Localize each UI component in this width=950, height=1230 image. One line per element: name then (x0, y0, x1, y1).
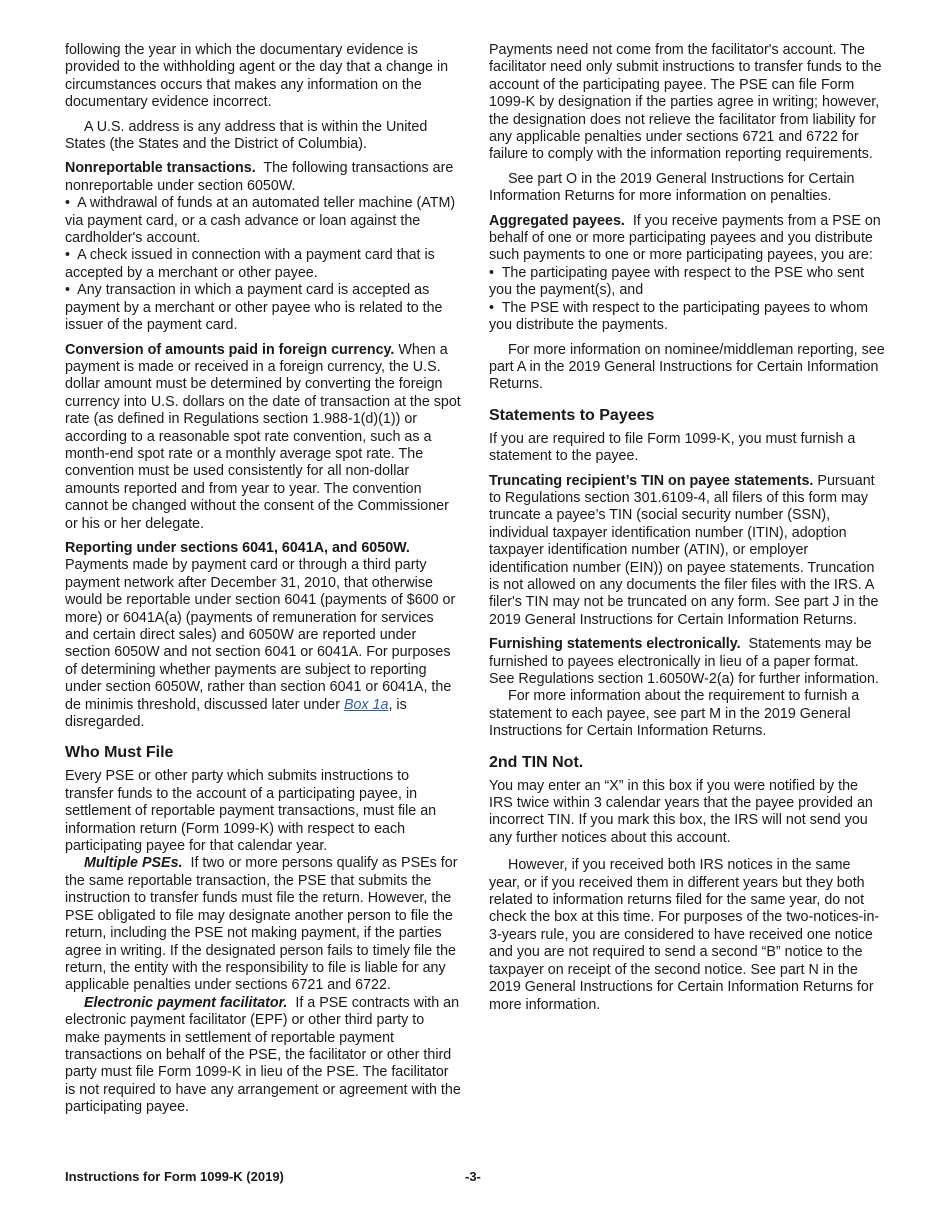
bullet-item: • The participating payee with respect to the PSE who sent you the payment(s), and (489, 264, 865, 299)
heading-statements-to-payees: Statements to Payees (489, 406, 655, 424)
conversion-text: When a payment is made or received in a foreign currency, the U.S. dollar amount must be determined by converting the foreign currency into U.S. dollars on the date of transaction at the spot rate (as defined in Regulations section 1.988-1(d)(1)) or according to a reasonable spot rate convention, such as a month-end spot rate or a monthly average spot rate. The convention must be used consistently for all non-dollar amounts reported and from year to year. The convention cannot be changed without the consent of the Commissioner or his or her delegate. (65, 341, 461, 532)
epf-text: If a PSE contracts with an electronic payment facilitator (EPF) or other third party to make payments in settlement of reportable payment transactions on behalf of the PSE, the facilitator or other third party must file Form 1099-K in lieu of the PSE. The facilitator is not required to have any arrangement or agreement with the participating payee. (65, 994, 461, 1116)
bullet-item: • Any transaction in which a payment card is accepted as payment by a merchant or other payee who is related to the issuer of the payment card. (65, 282, 443, 334)
box-1a-link[interactable]: Box 1a (343, 696, 389, 713)
section-multiple-pses (65, 855, 461, 994)
paragraph-nominee: For more information on nominee/middleman reporting, see part A in the 2019 General Instructions for Certain Information Returns. (489, 341, 885, 393)
nonreportable-text: The following transactions are nonreportable under section 6050W. (65, 160, 454, 194)
who-must-file-text: Every PSE or other party which submits instructions to transfer funds to the account of a participating payee, in settlement of reportable payment transactions, must file an information return (Form 1099-K) with respect to each participating payee for that calendar year. (65, 768, 437, 855)
section-truncating (489, 473, 885, 630)
heading-2nd-tin-not: 2nd TIN Not. (489, 753, 584, 771)
section-nonreportable (65, 160, 461, 334)
paragraph-continuation: following the year in which the documentary evidence is provided to the withholding agent or the day that a change in circumstances occurs that makes any information on the documentary evidence incorrect. (65, 42, 449, 111)
left-column (65, 42, 461, 1117)
aggregated-text: If you receive payments from a PSE on behalf of one or more participating payees and you distribute such payments to one or more participating payees, you are: (489, 212, 881, 264)
truncating-lead: Truncating recipient’s TIN on payee statements. (489, 472, 814, 489)
footer-title: Instructions for Form 1099-K (2019) (65, 1169, 284, 1184)
nonreportable-lead: Nonreportable transactions. (65, 160, 256, 177)
paragraph-us-address: A U.S. address is any address that is within the United States (the States and the District of Columbia). (65, 118, 428, 153)
section-conversion (65, 342, 461, 533)
page-footer (65, 1168, 885, 1185)
conversion-lead: Conversion of amounts paid in foreign currency. (65, 341, 395, 358)
tin-text-2: However, if you received both IRS notices in the same year, or if you received them in different years but they both related to information returns filed for the same year, do not check the box at this time. For purposes of the two-notices-in-3-years rule, you are considered to have received one notice and you are not required to send a second “B” notice to the taxpayer on receipt of the second notice. See part N in the 2019 General Instructions for Certain Information Returns for more information. (489, 857, 880, 1013)
heading-who-must-file: Who Must File (65, 744, 174, 762)
reporting-text: Payments made by payment card or through a third party payment network after December 31, 2010, that otherwise would be reportable under section 6041 (payments of $600 or more) or 6041A(a) (payments of remuneration for services and certain direct sales) and 6050W are reported under section 6050W and not section 6041 or 6041A. For purposes of determining whether payments are subject to reporting under section 6050W, rather than section 6041 or 6041A, the de minimis threshold, discussed later under (65, 557, 456, 713)
section-furnishing (489, 636, 885, 688)
bullet-item: • The PSE with respect to the participating payees to whom you distribute the payments. (489, 299, 869, 334)
bullet-item: • A withdrawal of funds at an automated teller machine (ATM) via payment card, or a cash advance or loan against the cardholder's account. (65, 195, 456, 247)
epf-lead: Electronic payment facilitator. (84, 994, 288, 1011)
paragraph-part-o: See part O in the 2019 General Instructions for Certain Information Returns for more information on penalties. (489, 170, 855, 205)
truncating-text: Pursuant to Regulations section 301.6109-4, all filers of this form may truncate a payee’s TIN (social security number (SSN), individual taxpayer identification number (ITIN), adoption taxpayer identification number (ATIN), or employer identification number (EIN)) on payee statements. Truncation is not allowed on any documents the filer files with the IRS. A filer's TIN may not be truncated on any form. See part J in the 2019 General Instructions for Certain Information Returns. (489, 472, 879, 628)
bullet-item: • A check issued in connection with a payment card that is accepted by a merchant or other payee. (65, 247, 435, 281)
right-column (489, 42, 885, 1021)
furnishing-lead: Furnishing statements electronically. (489, 636, 741, 653)
reporting-tail: , is disregarded. (65, 696, 407, 731)
aggregated-lead: Aggregated payees. (489, 212, 625, 229)
tin-text: You may enter an “X” in this box if you were notified by the IRS twice within 3 calendar years that the payee provided an incorrect TIN. If you mark this box, the IRS will not send you any further notices about this account. (489, 777, 873, 846)
furnishing-text: Statements may be furnished to payees electronically in lieu of a paper format. See Regulations section 1.6050W-2(a) for further information. (489, 636, 879, 687)
statements-text: If you are required to file Form 1099-K, you must furnish a statement to the payee. (489, 430, 856, 465)
reporting-lead: Reporting under sections 6041, 6041A, and 6050W. (65, 539, 410, 556)
multiple-pses-text: If two or more persons qualify as PSEs for the same reportable transaction, the PSE that submits the instruction to transfer funds must file the return. However, the PSE obligated to file may designate another person to file the return, including the PSE not making payment, if the parties agree in writing. If the designated person fails to timely file the return, the entity with the responsibility to file is liable for any applicable penalties under sections 6721 and 6722. (65, 855, 458, 994)
paragraph-facilitator: Payments need not come from the facilitator's account. The facilitator need only submit instructions to transfer funds to the account of the participating payee. The PSE can file Form 1099-K by designation if the parties agree in writing; however, the designation does not relieve the facilitator from liability for any applicable penalties under sections 6721 and 6722 for failure to comply with the information reporting requirements. (489, 42, 882, 163)
section-epf (65, 995, 461, 1117)
section-reporting (65, 540, 461, 731)
paragraph-part-m: For more information about the requirement to furnish a statement to each payee, see part M in the 2019 General Instructions for Certain Information Returns. (489, 688, 860, 740)
multiple-pses-lead: Multiple PSEs. (84, 855, 183, 872)
section-aggregated-payees (489, 213, 885, 335)
page-number: -3- (465, 1169, 481, 1184)
